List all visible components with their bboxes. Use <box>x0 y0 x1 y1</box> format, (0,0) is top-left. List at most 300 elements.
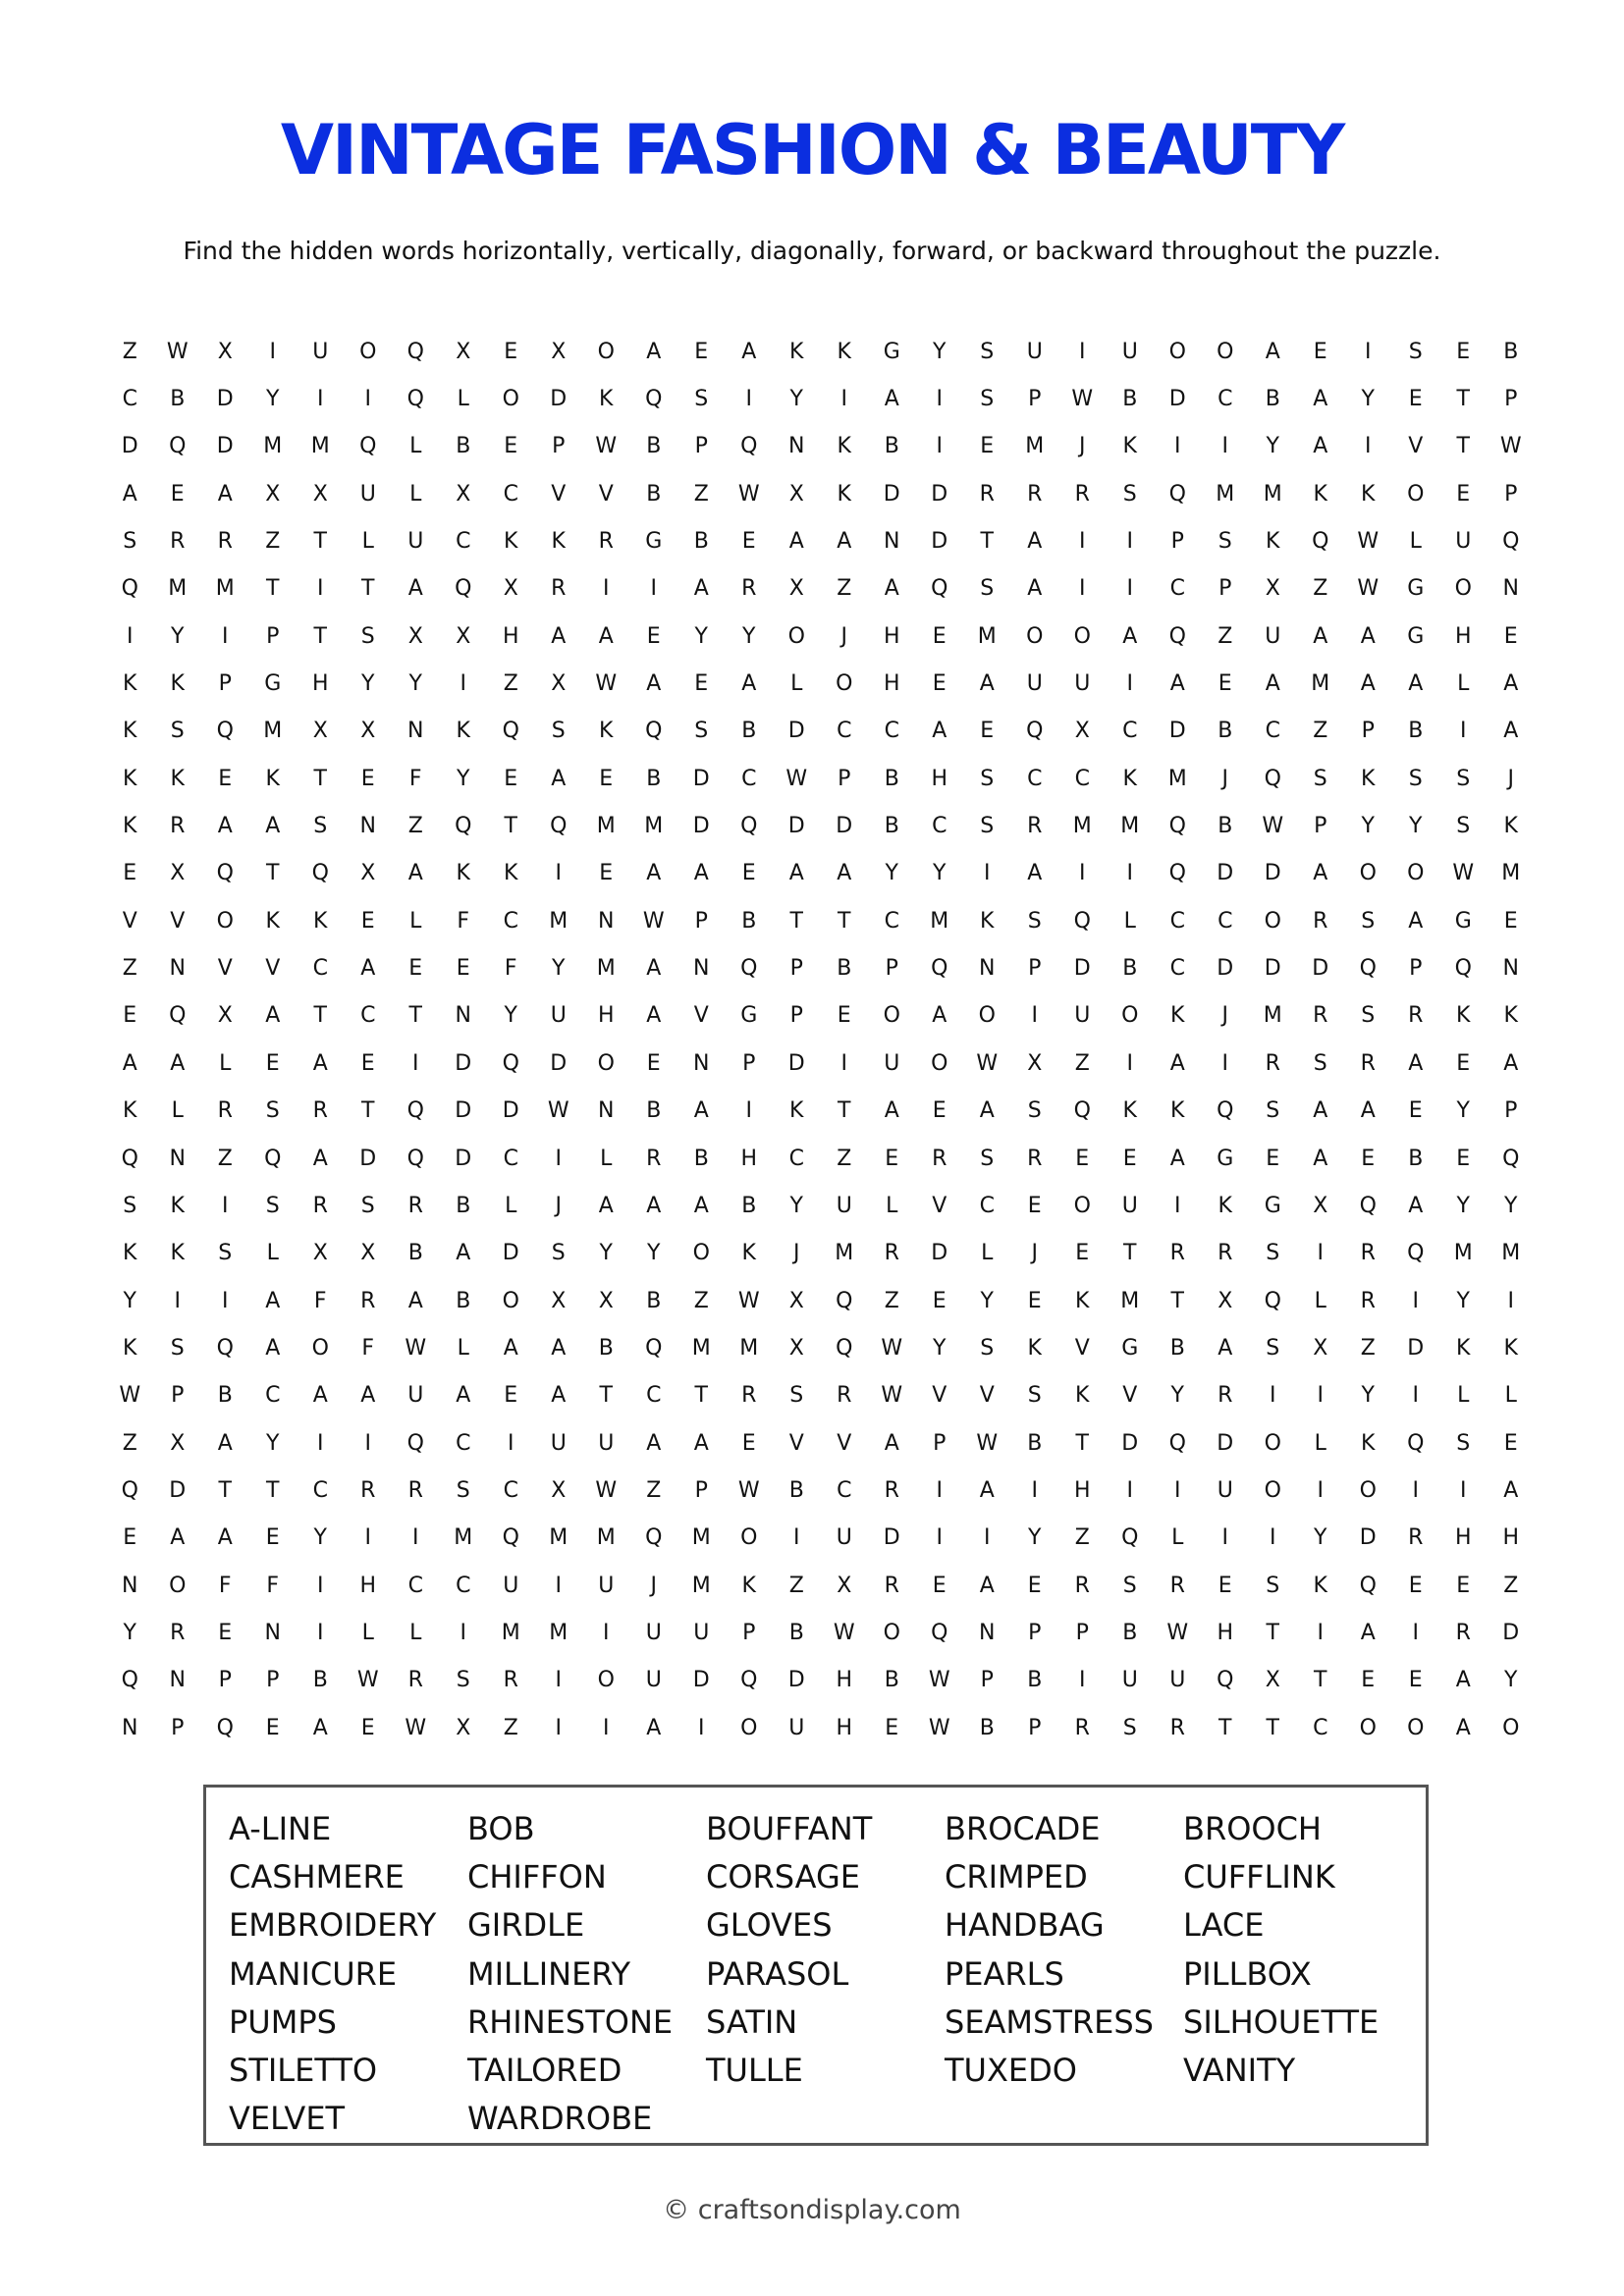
grid-letter: B <box>456 1193 471 1218</box>
grid-letter: U <box>884 1050 900 1076</box>
grid-letter: A <box>1027 529 1043 555</box>
grid-letter: T <box>361 1098 375 1124</box>
grid-letter: K <box>265 766 280 791</box>
grid-letter: D <box>1168 719 1186 744</box>
word-list-item: VANITY <box>1183 2051 1296 2089</box>
grid-letter: W <box>1357 529 1380 555</box>
grid-letter: Z <box>407 814 423 839</box>
grid-letter: A <box>1360 1098 1376 1124</box>
grid-letter: L <box>266 1241 279 1266</box>
grid-letter: O <box>1359 1715 1377 1740</box>
grid-letter: A <box>693 1430 709 1456</box>
grid-letter: Z <box>503 671 518 697</box>
grid-letter: M <box>1216 481 1235 507</box>
grid-letter: I <box>603 1620 610 1645</box>
grid-letter: Q <box>740 1668 758 1693</box>
grid-letter: A <box>407 861 423 886</box>
grid-letter: A <box>1218 1335 1233 1361</box>
grid-letter: P <box>266 623 280 649</box>
grid-letter: Z <box>884 1288 899 1313</box>
grid-letter: P <box>1409 956 1423 982</box>
grid-letter: I <box>793 1525 800 1551</box>
grid-letter: K <box>1075 1288 1090 1313</box>
grid-letter: I <box>603 1715 610 1740</box>
grid-letter: R <box>360 1477 376 1503</box>
grid-letter: W <box>405 1715 427 1740</box>
word-list-item: WARDROBE <box>467 2100 653 2138</box>
grid-letter: E <box>1361 1146 1376 1171</box>
grid-letter: V <box>1122 1383 1138 1409</box>
grid-letter: T <box>313 1003 327 1029</box>
grid-letter: R <box>312 1193 328 1218</box>
grid-letter: P <box>885 956 898 982</box>
grid-letter: B <box>741 1193 757 1218</box>
grid-letter: I <box>1079 529 1086 555</box>
grid-letter: R <box>1027 481 1043 507</box>
grid-letter: S <box>1218 529 1232 555</box>
word-list-item: TUXEDO <box>945 2051 1077 2089</box>
grid-letter: Q <box>406 1430 424 1456</box>
grid-letter: Q <box>1168 623 1186 649</box>
grid-letter: I <box>1079 339 1086 364</box>
grid-letter: R <box>837 1383 852 1409</box>
word-list-item: MILLINERY <box>467 1954 631 1993</box>
grid-letter: I <box>1079 576 1086 602</box>
grid-letter: B <box>979 1715 995 1740</box>
grid-letter: E <box>1503 623 1518 649</box>
grid-letter: A <box>1313 387 1328 412</box>
grid-letter: N <box>598 1098 615 1124</box>
grid-letter: U <box>1074 1003 1091 1029</box>
grid-letter: X <box>788 576 804 602</box>
grid-letter: A <box>1503 1050 1519 1076</box>
grid-letter: A <box>837 861 852 886</box>
grid-letter: A <box>170 1050 186 1076</box>
grid-letter: L <box>1457 1383 1470 1409</box>
grid-letter: Q <box>216 1335 234 1361</box>
grid-letter: L <box>409 908 422 934</box>
grid-letter: H <box>836 1715 853 1740</box>
grid-letter: D <box>1217 861 1234 886</box>
grid-letter: A <box>788 529 804 555</box>
grid-letter: S <box>980 339 995 364</box>
grid-letter: Q <box>406 1146 424 1171</box>
grid-letter: I <box>1126 529 1133 555</box>
grid-letter: L <box>505 1193 517 1218</box>
grid-letter: Q <box>121 1668 138 1693</box>
grid-letter: N <box>264 1620 281 1645</box>
word-list-item: VELVET <box>229 2100 346 2138</box>
grid-letter: M <box>1501 861 1521 886</box>
grid-letter: X <box>312 719 328 744</box>
grid-letter: E <box>170 481 185 507</box>
grid-letter: A <box>1408 671 1424 697</box>
grid-letter: A <box>1408 1193 1424 1218</box>
grid-letter: H <box>836 1668 853 1693</box>
grid-letter: X <box>456 623 471 649</box>
grid-letter: E <box>265 1525 280 1551</box>
grid-letter: K <box>123 1335 137 1361</box>
grid-letter: M <box>263 719 283 744</box>
grid-letter: V <box>217 956 233 982</box>
grid-letter: C <box>884 908 899 934</box>
grid-letter: K <box>170 1241 185 1266</box>
grid-letter: M <box>691 1335 711 1361</box>
grid-letter: D <box>931 481 948 507</box>
grid-letter: E <box>123 1003 137 1029</box>
grid-letter: K <box>265 908 280 934</box>
grid-letter: T <box>313 766 327 791</box>
grid-letter: S <box>123 529 137 555</box>
grid-letter: Q <box>1359 1193 1377 1218</box>
grid-letter: I <box>222 1288 229 1313</box>
grid-letter: K <box>837 339 851 364</box>
grid-letter: R <box>1169 1573 1185 1598</box>
grid-letter: Y <box>313 1525 327 1551</box>
grid-letter: X <box>551 671 567 697</box>
grid-letter: V <box>1408 434 1424 459</box>
grid-letter: I <box>936 1525 943 1551</box>
grid-letter: I <box>745 387 752 412</box>
grid-letter: Y <box>789 1193 803 1218</box>
grid-letter: Z <box>1313 576 1328 602</box>
grid-letter: B <box>1503 339 1519 364</box>
grid-letter: C <box>646 1383 662 1409</box>
grid-letter: K <box>599 387 614 412</box>
grid-letter: D <box>787 1668 805 1693</box>
grid-letter: O <box>1264 1430 1281 1456</box>
grid-letter: Y <box>885 861 898 886</box>
grid-letter: Q <box>406 387 424 412</box>
grid-letter: W <box>1166 1620 1189 1645</box>
grid-letter: P <box>838 766 851 791</box>
grid-letter: S <box>1361 1003 1376 1029</box>
grid-letter: T <box>408 1003 422 1029</box>
grid-letter: Z <box>837 576 852 602</box>
grid-letter: P <box>1028 387 1042 412</box>
grid-letter: K <box>123 671 137 697</box>
grid-letter: R <box>1074 1715 1090 1740</box>
grid-letter: B <box>1169 1335 1185 1361</box>
grid-letter: I <box>1270 1525 1276 1551</box>
grid-letter: E <box>741 1430 756 1456</box>
grid-letter: B <box>741 719 757 744</box>
grid-letter: S <box>1266 1098 1280 1124</box>
grid-letter: X <box>170 861 186 886</box>
grid-letter: F <box>218 1573 232 1598</box>
grid-letter: Q <box>502 1525 519 1551</box>
grid-letter: L <box>457 387 469 412</box>
grid-letter: O <box>1264 908 1281 934</box>
grid-letter: U <box>407 1383 424 1409</box>
grid-letter: E <box>504 339 518 364</box>
grid-letter: E <box>360 1050 375 1076</box>
grid-letter: Z <box>1313 719 1328 744</box>
grid-letter: C <box>1218 387 1233 412</box>
grid-letter: N <box>1502 956 1519 982</box>
grid-letter: A <box>693 1193 709 1218</box>
grid-letter: P <box>1504 1098 1518 1124</box>
grid-letter: A <box>646 861 662 886</box>
grid-letter: I <box>1412 1620 1419 1645</box>
grid-letter: I <box>1126 861 1133 886</box>
grid-letter: S <box>980 766 995 791</box>
grid-letter: S <box>265 1193 280 1218</box>
grid-letter: T <box>1123 1241 1137 1266</box>
grid-letter: Q <box>1168 814 1186 839</box>
grid-letter: R <box>884 1573 899 1598</box>
grid-letter: V <box>693 1003 709 1029</box>
grid-letter: U <box>836 1193 852 1218</box>
grid-letter: T <box>599 1383 613 1409</box>
grid-letter: O <box>311 1335 329 1361</box>
letter-grid <box>106 328 1535 1751</box>
grid-letter: E <box>599 766 614 791</box>
grid-letter: B <box>170 387 186 412</box>
grid-letter: T <box>266 576 280 602</box>
grid-letter: Y <box>980 1288 994 1313</box>
grid-letter: Q <box>1312 529 1329 555</box>
grid-letter: Q <box>216 719 234 744</box>
grid-letter: T <box>1456 434 1470 459</box>
grid-letter: M <box>215 576 235 602</box>
grid-letter: T <box>694 1383 708 1409</box>
grid-letter: I <box>1174 434 1181 459</box>
grid-letter: R <box>741 576 757 602</box>
grid-letter: L <box>361 1620 374 1645</box>
grid-letter: W <box>976 1050 999 1076</box>
grid-letter: W <box>1452 861 1475 886</box>
grid-letter: S <box>1266 1573 1280 1598</box>
grid-letter: X <box>1313 1193 1328 1218</box>
grid-letter: A <box>1503 1477 1519 1503</box>
grid-letter: K <box>123 1098 137 1124</box>
grid-letter: P <box>218 671 232 697</box>
grid-letter: E <box>456 956 470 982</box>
grid-letter: Z <box>693 1288 709 1313</box>
grid-letter: A <box>265 1003 281 1029</box>
grid-letter: U <box>645 1620 662 1645</box>
grid-letter: S <box>1266 1335 1280 1361</box>
grid-letter: K <box>1503 1335 1518 1361</box>
grid-letter: I <box>936 387 943 412</box>
grid-letter: E <box>932 671 947 697</box>
grid-letter: S <box>360 623 375 649</box>
grid-letter: Z <box>122 339 137 364</box>
grid-letter: X <box>788 481 804 507</box>
grid-letter: E <box>885 1146 899 1171</box>
grid-letter: W <box>356 1668 379 1693</box>
grid-letter: N <box>979 1620 996 1645</box>
grid-letter: A <box>1313 1098 1328 1124</box>
grid-letter: C <box>884 719 899 744</box>
grid-letter: Q <box>406 339 424 364</box>
grid-letter: V <box>788 1430 804 1456</box>
grid-letter: Q <box>1264 766 1281 791</box>
grid-letter: X <box>551 1288 567 1313</box>
grid-letter: I <box>174 1288 181 1313</box>
grid-letter: S <box>456 1668 470 1693</box>
grid-letter: S <box>1266 1241 1280 1266</box>
grid-letter: Y <box>1456 1288 1470 1313</box>
grid-letter: X <box>170 1430 186 1456</box>
grid-letter: X <box>456 481 471 507</box>
grid-letter: B <box>646 766 662 791</box>
grid-letter: K <box>456 861 470 886</box>
grid-letter: J <box>1031 1241 1038 1266</box>
grid-letter: Z <box>1503 1573 1519 1598</box>
grid-letter: Z <box>122 956 137 982</box>
grid-letter: P <box>1028 956 1042 982</box>
grid-letter: A <box>1027 861 1043 886</box>
grid-letter: O <box>597 1668 615 1693</box>
grid-letter: P <box>1028 1715 1042 1740</box>
grid-letter: H <box>883 623 900 649</box>
grid-letter: G <box>1121 1335 1139 1361</box>
grid-letter: D <box>550 1050 568 1076</box>
word-list-item: EMBROIDERY <box>229 1906 437 1945</box>
grid-letter: E <box>599 861 614 886</box>
word-list-item: CORSAGE <box>706 1858 861 1896</box>
grid-letter: D <box>787 814 805 839</box>
grid-letter: H <box>740 1146 758 1171</box>
grid-letter: V <box>932 1193 947 1218</box>
grid-letter: B <box>1218 719 1233 744</box>
grid-letter: I <box>1174 1477 1181 1503</box>
grid-letter: D <box>1359 1525 1377 1551</box>
grid-letter: B <box>884 434 899 459</box>
grid-letter: I <box>603 576 610 602</box>
grid-letter: L <box>600 1146 613 1171</box>
grid-letter: M <box>977 623 997 649</box>
grid-letter: Q <box>502 1050 519 1076</box>
grid-letter: A <box>217 481 233 507</box>
grid-letter: N <box>122 1573 138 1598</box>
grid-letter: T <box>980 529 994 555</box>
grid-letter: Q <box>1407 1241 1425 1266</box>
grid-letter: A <box>741 671 757 697</box>
grid-letter: Y <box>1266 434 1279 459</box>
grid-letter: P <box>694 434 708 459</box>
grid-letter: G <box>883 339 900 364</box>
grid-letter: O <box>1407 1715 1425 1740</box>
grid-letter: E <box>1027 1573 1042 1598</box>
grid-letter: I <box>840 387 847 412</box>
grid-letter: F <box>313 1288 327 1313</box>
grid-letter: B <box>1265 387 1280 412</box>
grid-letter: E <box>1218 1573 1232 1598</box>
grid-letter: P <box>171 1715 185 1740</box>
grid-letter: A <box>122 1050 137 1076</box>
grid-letter: U <box>1455 529 1472 555</box>
instructions: Find the hidden words horizontally, vertically, diagonally, forward, or backward throughout the puzzle. <box>183 237 1441 265</box>
grid-letter: B <box>1122 387 1138 412</box>
grid-letter: M <box>549 1525 568 1551</box>
grid-letter: W <box>928 1668 950 1693</box>
grid-letter: A <box>1169 1050 1185 1076</box>
grid-letter: W <box>1499 434 1522 459</box>
grid-letter: K <box>551 529 566 555</box>
grid-letter: A <box>217 814 233 839</box>
grid-letter: R <box>217 529 233 555</box>
grid-letter: O <box>216 908 234 934</box>
word-list-item: PARASOL <box>706 1954 849 1993</box>
grid-letter: M <box>596 956 616 982</box>
grid-letter: M <box>930 908 949 934</box>
grid-letter: E <box>504 434 518 459</box>
grid-letter: T <box>789 908 803 934</box>
grid-letter: A <box>312 1715 328 1740</box>
grid-letter: M <box>691 1525 711 1551</box>
grid-letter: I <box>1460 719 1467 744</box>
grid-letter: B <box>217 1383 233 1409</box>
grid-letter: K <box>1170 1098 1185 1124</box>
grid-letter: D <box>1502 1620 1520 1645</box>
grid-letter: Z <box>693 481 709 507</box>
grid-letter: J <box>650 1573 657 1598</box>
grid-letter: X <box>788 1335 804 1361</box>
grid-letter: U <box>359 481 376 507</box>
grid-letter: D <box>455 1098 472 1124</box>
grid-letter: A <box>1360 623 1376 649</box>
grid-letter: K <box>170 671 185 697</box>
grid-letter: C <box>503 1146 518 1171</box>
grid-letter: A <box>884 576 899 602</box>
grid-letter: D <box>931 1241 948 1266</box>
grid-letter: B <box>1027 1430 1043 1456</box>
grid-letter: I <box>1507 1288 1514 1313</box>
grid-letter: I <box>1365 434 1372 459</box>
grid-letter: B <box>456 1288 471 1313</box>
grid-letter: A <box>788 861 804 886</box>
grid-letter: A <box>456 1241 471 1266</box>
grid-letter: P <box>171 1383 185 1409</box>
grid-letter: H <box>1502 1525 1520 1551</box>
grid-letter: E <box>837 1003 851 1029</box>
grid-letter: R <box>598 529 614 555</box>
grid-letter: R <box>1313 908 1328 934</box>
grid-letter: Q <box>1073 908 1091 934</box>
grid-letter: K <box>1503 1003 1518 1029</box>
grid-letter: S <box>1456 814 1471 839</box>
grid-letter: W <box>595 671 618 697</box>
grid-letter: M <box>596 814 616 839</box>
grid-letter: C <box>1169 956 1185 982</box>
grid-letter: V <box>1074 1335 1090 1361</box>
grid-letter: M <box>549 1620 568 1645</box>
grid-letter: A <box>551 1335 567 1361</box>
grid-letter: B <box>788 1477 804 1503</box>
grid-letter: C <box>122 387 137 412</box>
grid-letter: O <box>1359 861 1377 886</box>
grid-letter: Y <box>789 387 803 412</box>
grid-letter: E <box>1075 1146 1090 1171</box>
grid-letter: P <box>742 1620 756 1645</box>
grid-letter: U <box>645 1668 662 1693</box>
grid-letter: Y <box>266 1430 280 1456</box>
grid-letter: N <box>1502 576 1519 602</box>
grid-letter: A <box>1313 1146 1328 1171</box>
grid-letter: W <box>737 481 760 507</box>
grid-letter: D <box>692 814 710 839</box>
grid-letter: Y <box>1456 1193 1470 1218</box>
grid-letter: M <box>1501 1241 1521 1266</box>
grid-letter: L <box>1314 1288 1326 1313</box>
grid-letter: Y <box>742 623 756 649</box>
grid-letter: P <box>266 1668 280 1693</box>
grid-letter: T <box>1266 1620 1279 1645</box>
grid-letter: M <box>596 1525 616 1551</box>
